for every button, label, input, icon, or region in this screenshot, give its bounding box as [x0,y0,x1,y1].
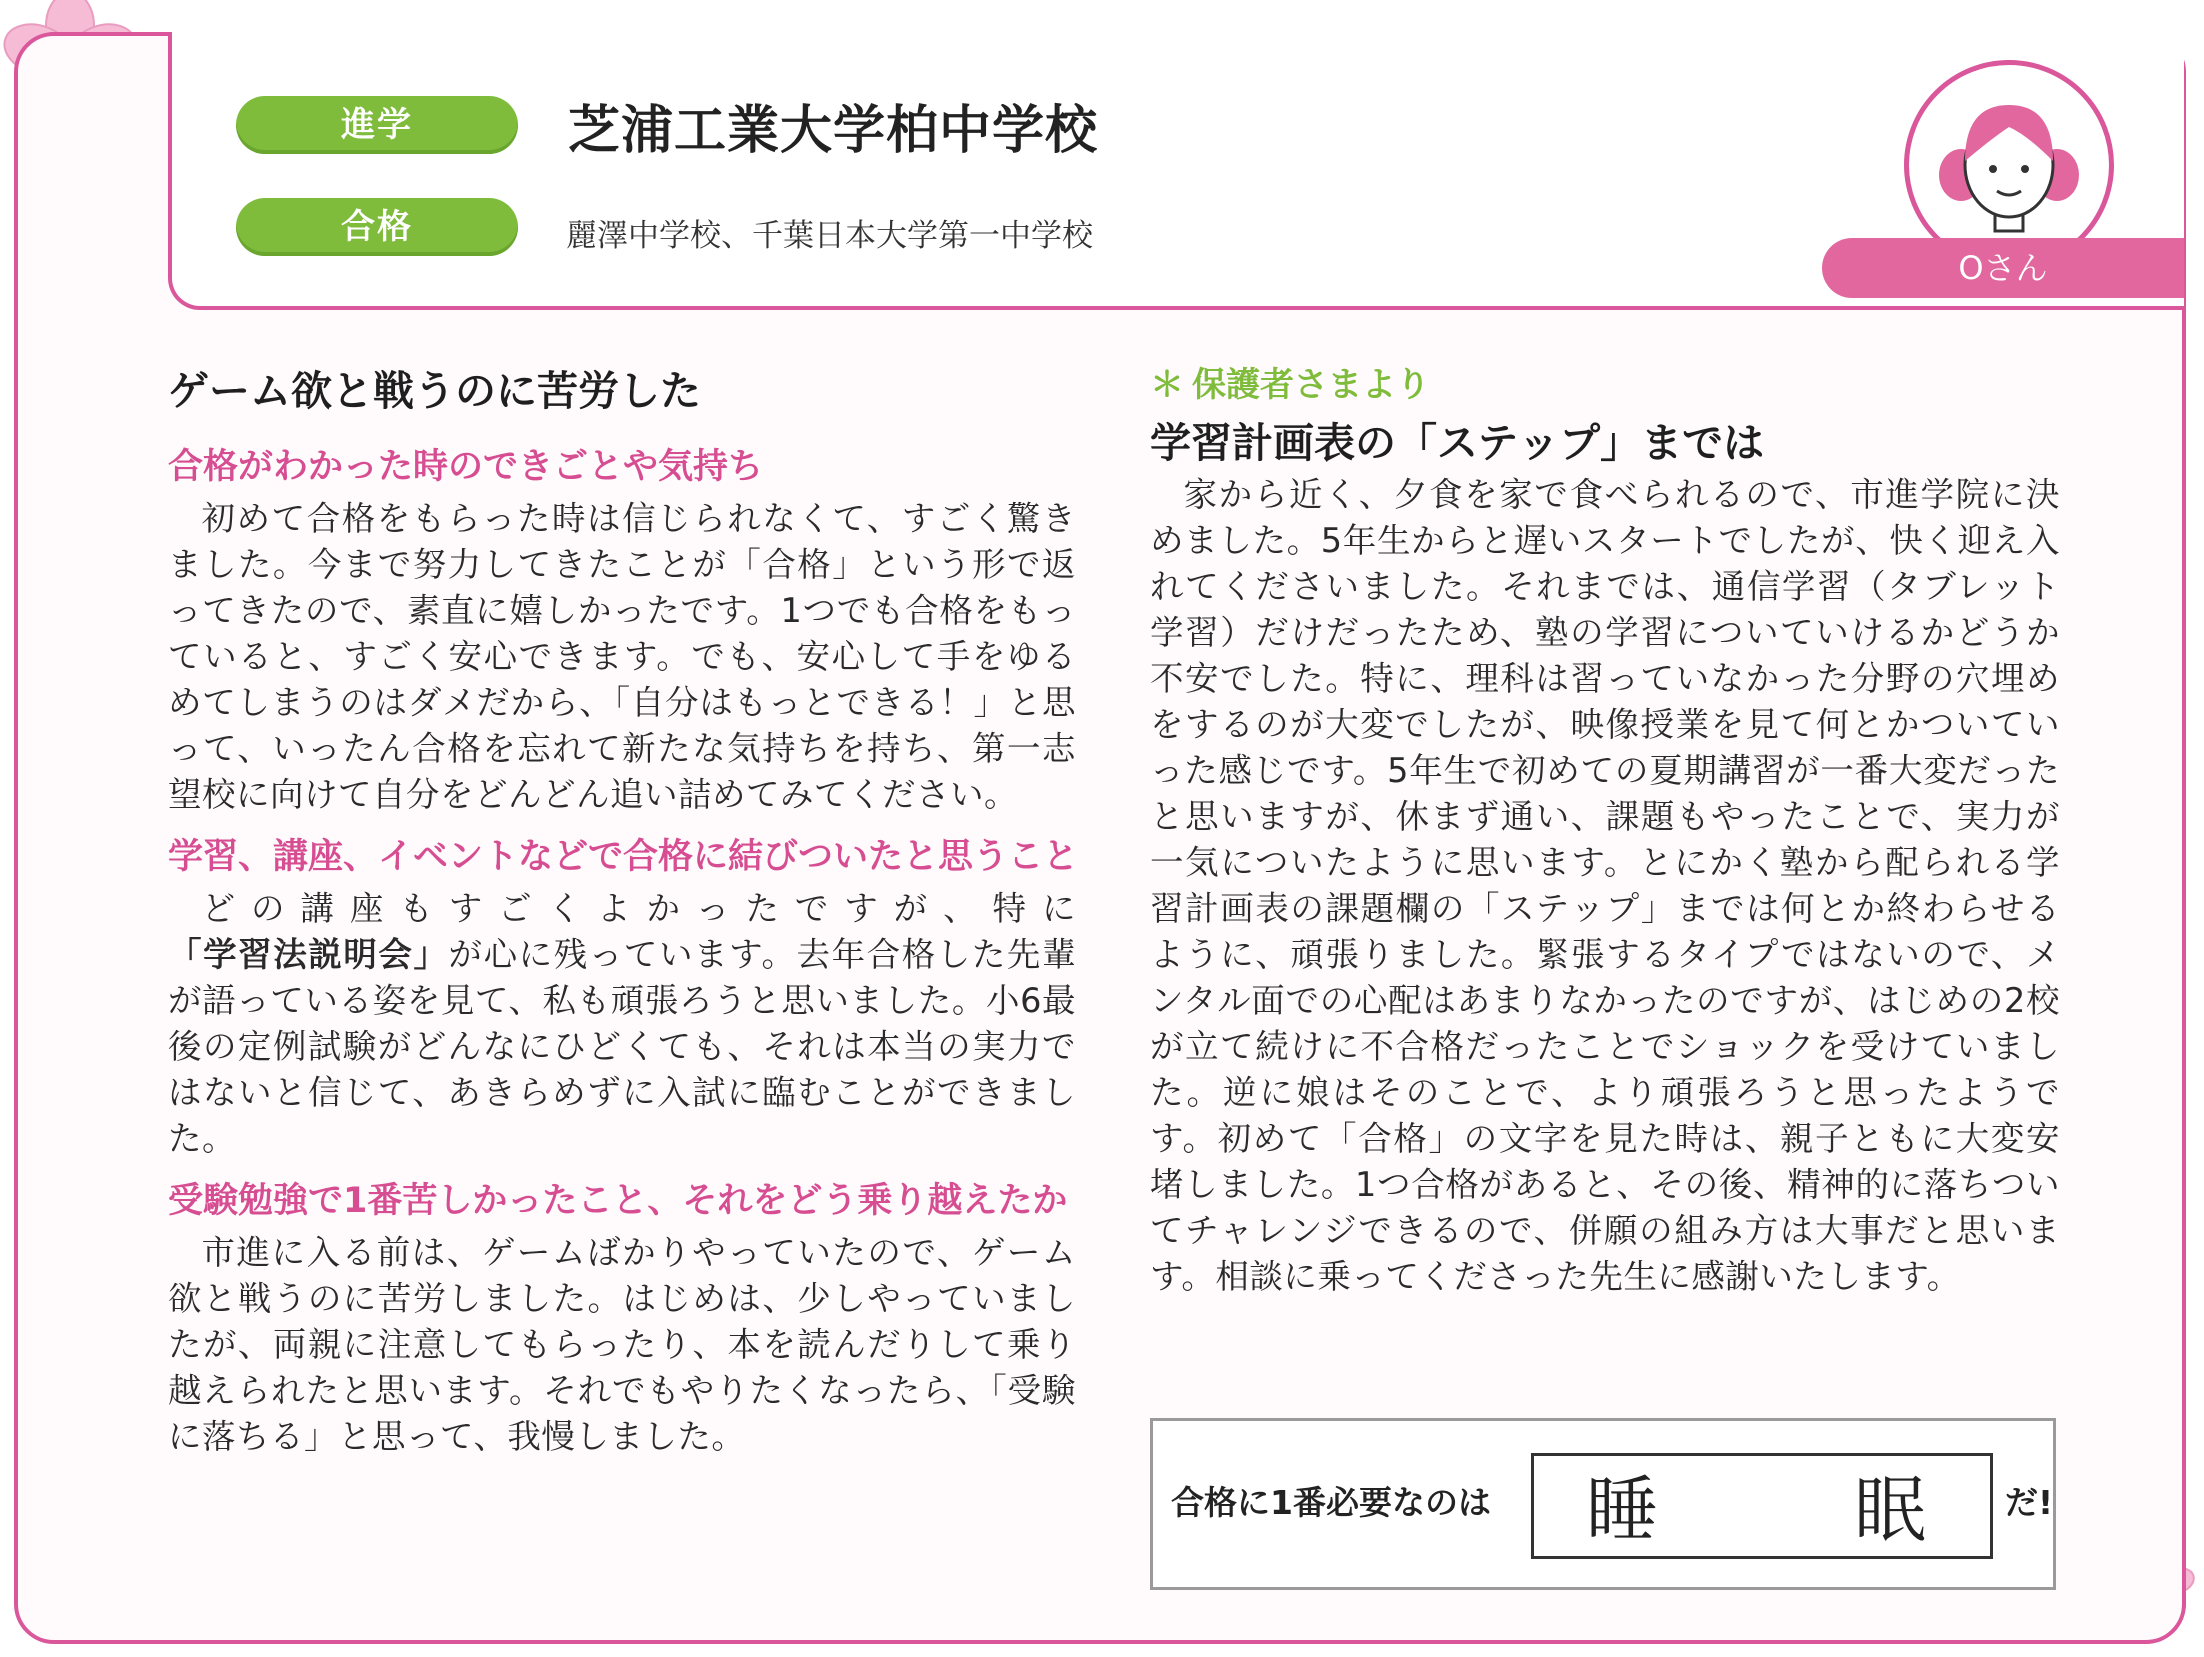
school-name: 芝浦工業大学柏中学校 [568,101,1099,161]
emphasis-text: 「学習法説明会」 [168,935,449,974]
guardian-tag [1150,356,2060,414]
girl-avatar-icon [1909,65,2109,265]
asterisk-icon: ＊ [1150,365,1184,405]
passed-schools: 麗澤中学校、千葉日本大学第一中学校 [566,218,1093,254]
answer-label: 合格に1番必要なのは [1171,1483,1491,1522]
student-title: ゲーム欲と戦うのに苦労した [168,367,701,415]
section-heading: 受験勉強で1番苦しかったこと、それをどう乗り越えたか [168,1181,1068,1221]
section-body: 市進に入る前は、ゲームばかりやっていたので、ゲーム欲と戦うのに苦労しました。はじめは、少しやっていましたが、両親に注意してもらったり、本を読んだりして乗り越えられたと思います。それでもやりたくなったら、「受験に落ちる」と思って、我慢しました。 [168,1233,1076,1456]
answer-suffix: だ! [2005,1483,2054,1522]
pass-badge: 合格 [236,198,518,256]
body-text-part: どの講座もすごくよかったですが、特に [201,889,1076,928]
section-heading: 合格がわかった時のできごとや気持ち [168,447,764,487]
section-body: 初めて合格をもらった時は信じられなくて、すごく驚きました。今まで努力してきたことが「合格」という形で返ってきたので、素直に嬉しかったです。1つでも合格をもっていると、すごく安心できます。でも、安心して手をゆるめてしまうのはダメだから、「自分はもっとできる！」と思って、いったん合格を忘れて新たな気持ちを持ち、第一志望校に向けて自分をどんどん追い詰めてみてください。 [168,499,1076,814]
guardian-column [1150,356,2060,1300]
handwritten-char: 睡 [1586,1468,1659,1552]
guardian-tag-label: 保護者さまより [1192,365,1430,405]
answer-box [1150,1418,2056,1590]
guardian-title: 学習計画表の「ステップ」までは [1150,419,1765,467]
guardian-body: 家から近く、夕食を家で食べられるので、市進学院に決めました。5年生からと遅いスタートでしたが、快く迎え入れてくださいました。それまでは、通信学習（タブレット学習）だけだったため、塾の学習についていけるかどうか不安でした。特に、理科は習っていなかった分野の穴埋めをするのが大変でしたが、映像授業を見て何とかついていった感じです。5年生で初めての夏期講習が一番大変だったと思いますが、休まず通い、課題もやったことで、実力が一気についたように思います。とにかく塾から配られる学習計画表の課題欄の「ステップ」までは何とか終わらせるように、頑張りました。緊張するタイプではないので、メンタル面での心配はあまりなかったのですが、はじめの2校が立て続けに不合格だったことでショックを受けていました。逆に娘はそのことで、より頑張ろうと思ったようです。初めて「合格」の文字を見た時は、親子ともに大変安堵しました。1つ合格があると、その後、精神的に落ちついてチャレンジできるので、併願の組み方は大事だと思います。相談に乗ってくださった先生に感謝いたします。 [1150,475,2061,1296]
student-name-tag: Oさん [1822,238,2184,298]
body-text-part: が心に残っています。去年合格した先輩が語っている姿を見て、私も頑張ろうと思いました。小6最後の定例試験がどんなにひどくても、それは本当の実力ではないと信じて、あきらめずに入試に臨むことができました。 [168,935,1077,1158]
advance-badge: 進学 [236,96,518,154]
section-body [168,886,1076,1162]
section-heading: 学習、講座、イベントなどで合格に結びついたと思うこと [168,837,1079,877]
student-column [168,356,1079,1460]
handwritten-char: 眠 [1854,1468,1927,1552]
answer-field [1531,1453,1993,1559]
